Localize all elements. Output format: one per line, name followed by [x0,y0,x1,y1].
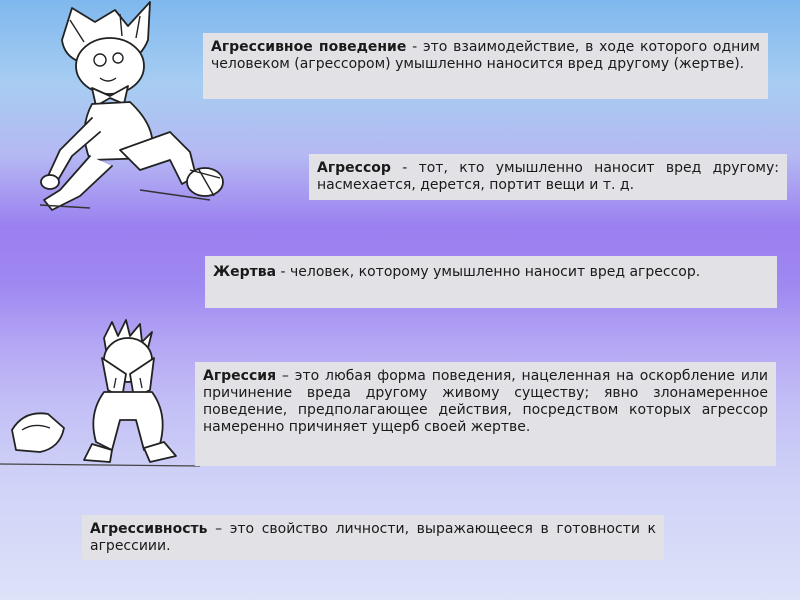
definition-term: Агрессор [317,160,391,176]
definition-text: – это любая форма поведения, нацеленная на оскорбление или причинение вреда другому живому существу; явно злонамеренное поведение, предполагающее действия, посредством которых агрессор намеренно причиняет ущерб своей жертве. [203,368,768,435]
definition-term: Жертва [213,264,277,280]
definition-victim [205,256,777,308]
definition-aggression [195,362,776,466]
definition-aggressive-behavior [203,33,768,99]
definition-term: Агрессивное поведение [211,39,407,55]
definition-aggressor [309,154,787,200]
definition-text: - человек, которому умышленно наносит вред агрессор. [276,264,701,280]
definition-text: – это свойство личности, выражающееся в готовности к агрессиии. [90,521,656,554]
definition-aggressiveness [82,515,664,560]
definition-text: - тот, кто умышленно наносит вред другому: насмехается, дерется, портит вещи и т. д. [317,160,779,193]
definition-text: - это взаимодействие, в ходе которого одним человеком (агрессором) умышленно наносится вред другому (жертве). [211,39,760,72]
definition-term: Агрессия [203,368,277,384]
definition-term: Агрессивность [90,521,208,537]
crying-cartoon-boy-icon [0,318,200,478]
